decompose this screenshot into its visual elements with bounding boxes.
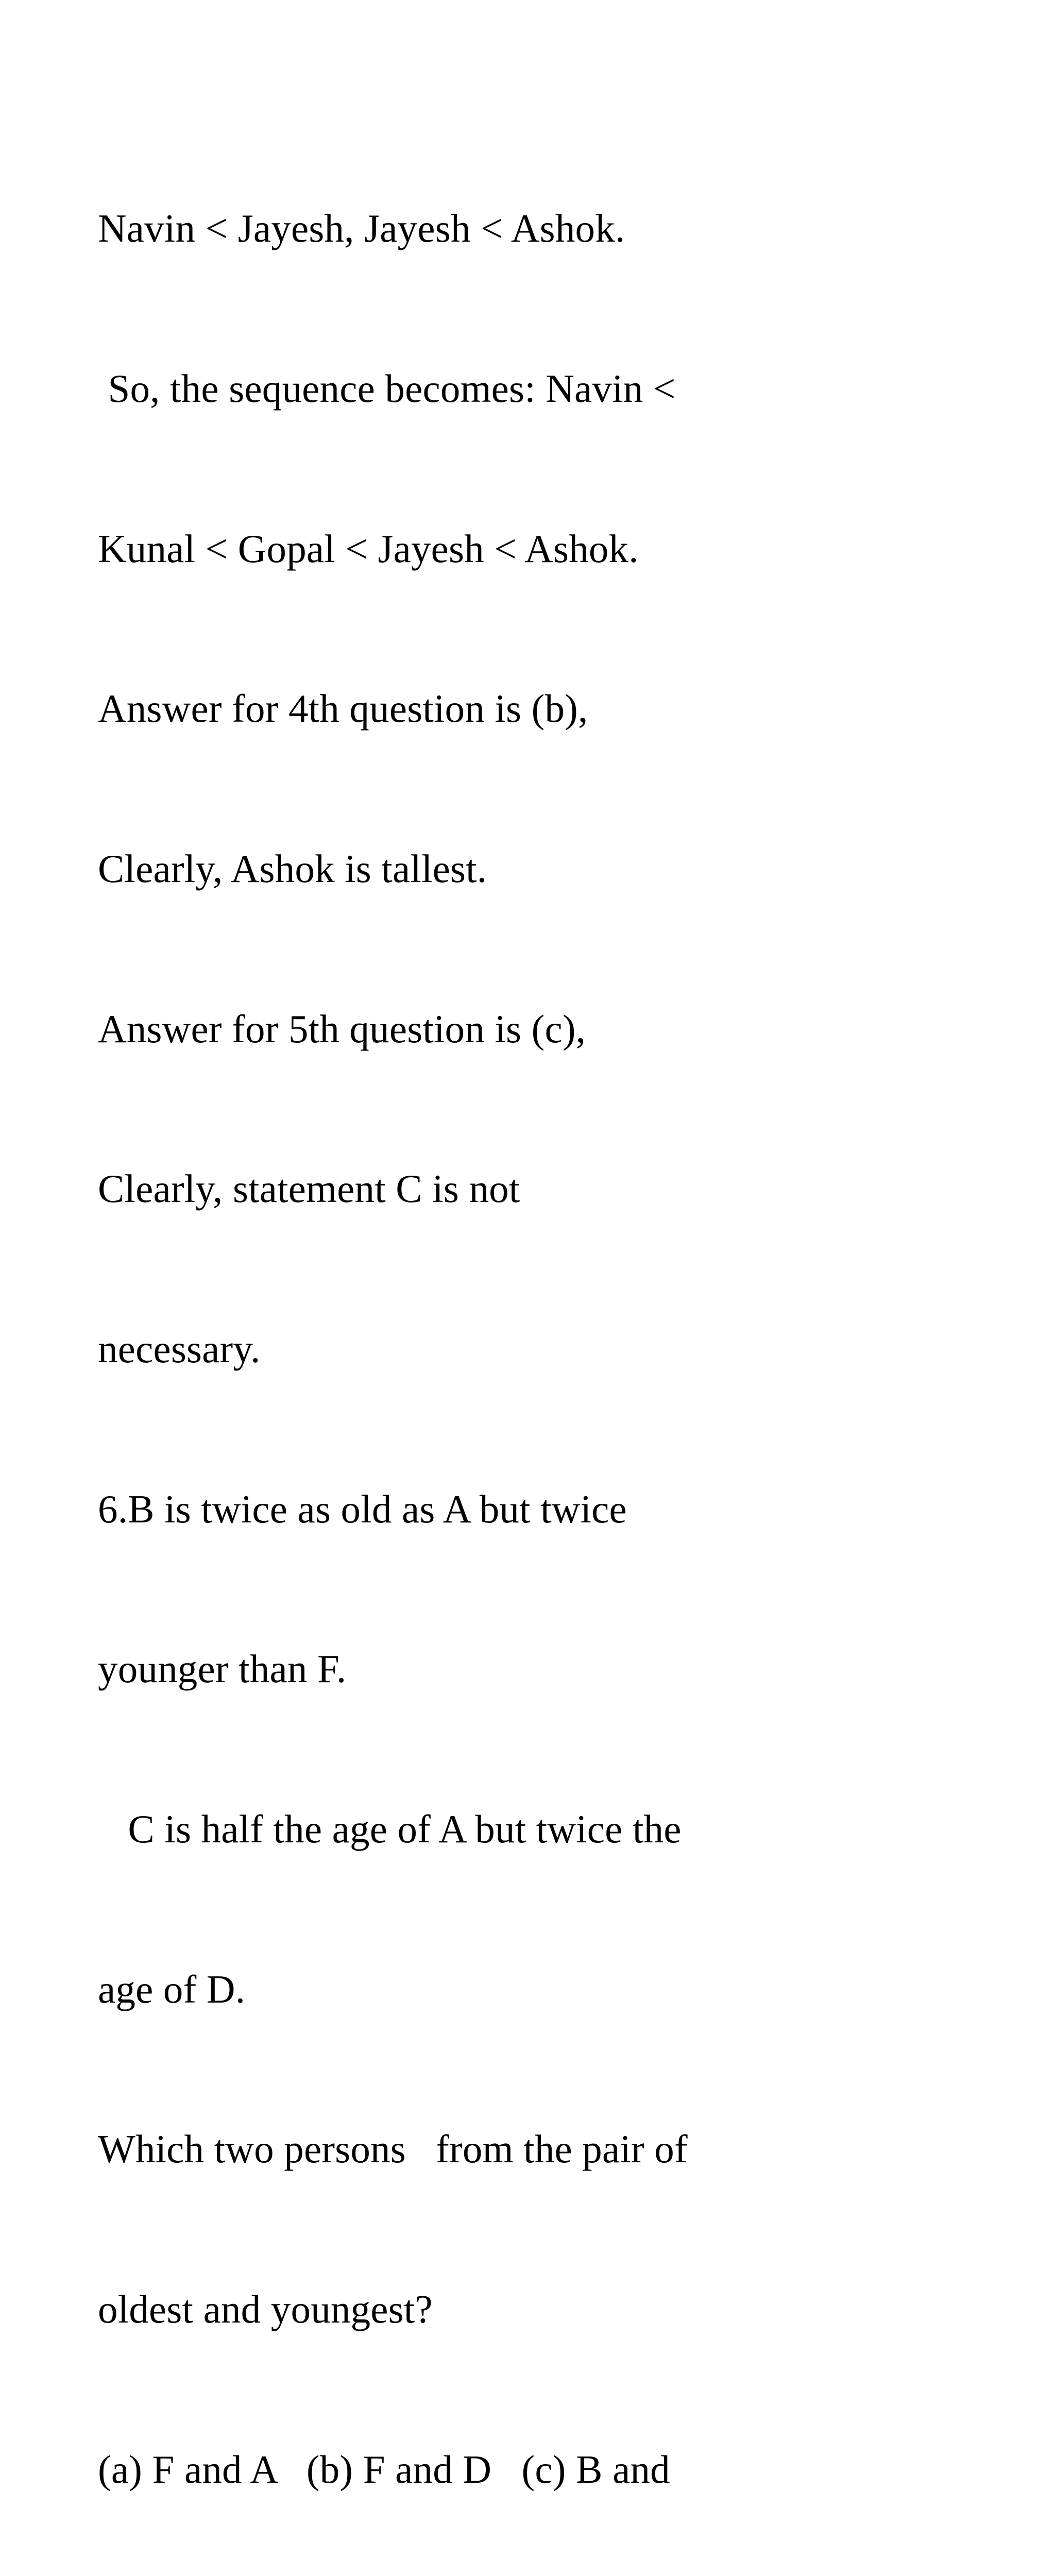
text-line: Navin < Jayesh, Jayesh < Ashok.: [98, 206, 625, 251]
text-line: necessary.: [98, 1326, 261, 1371]
text-line: Kunal < Gopal < Jayesh < Ashok.: [98, 526, 639, 571]
text-line: 6.B is twice as old as A but twice: [98, 1486, 627, 1531]
text-line: C is half the age of A but twice the: [98, 1807, 682, 1851]
text-line: younger than F.: [98, 1647, 347, 1691]
text-line: (a) F and A (b) F and D (c) B and: [98, 2447, 670, 2492]
document-text-body: [98, 95, 960, 2576]
text-line: age of D.: [98, 1967, 246, 2011]
text-line: Clearly, statement C is not: [98, 1166, 520, 1211]
text-line: So, the sequence becomes: Navin <: [98, 366, 676, 411]
text-line: Clearly, Ashok is tallest.: [98, 846, 487, 891]
text-line: Which two persons from the pair of: [98, 2127, 688, 2172]
text-line: Answer for 4th question is (b),: [98, 686, 588, 731]
text-line: oldest and youngest?: [98, 2287, 433, 2332]
text-line: Answer for 5th question is (c),: [98, 1006, 586, 1051]
